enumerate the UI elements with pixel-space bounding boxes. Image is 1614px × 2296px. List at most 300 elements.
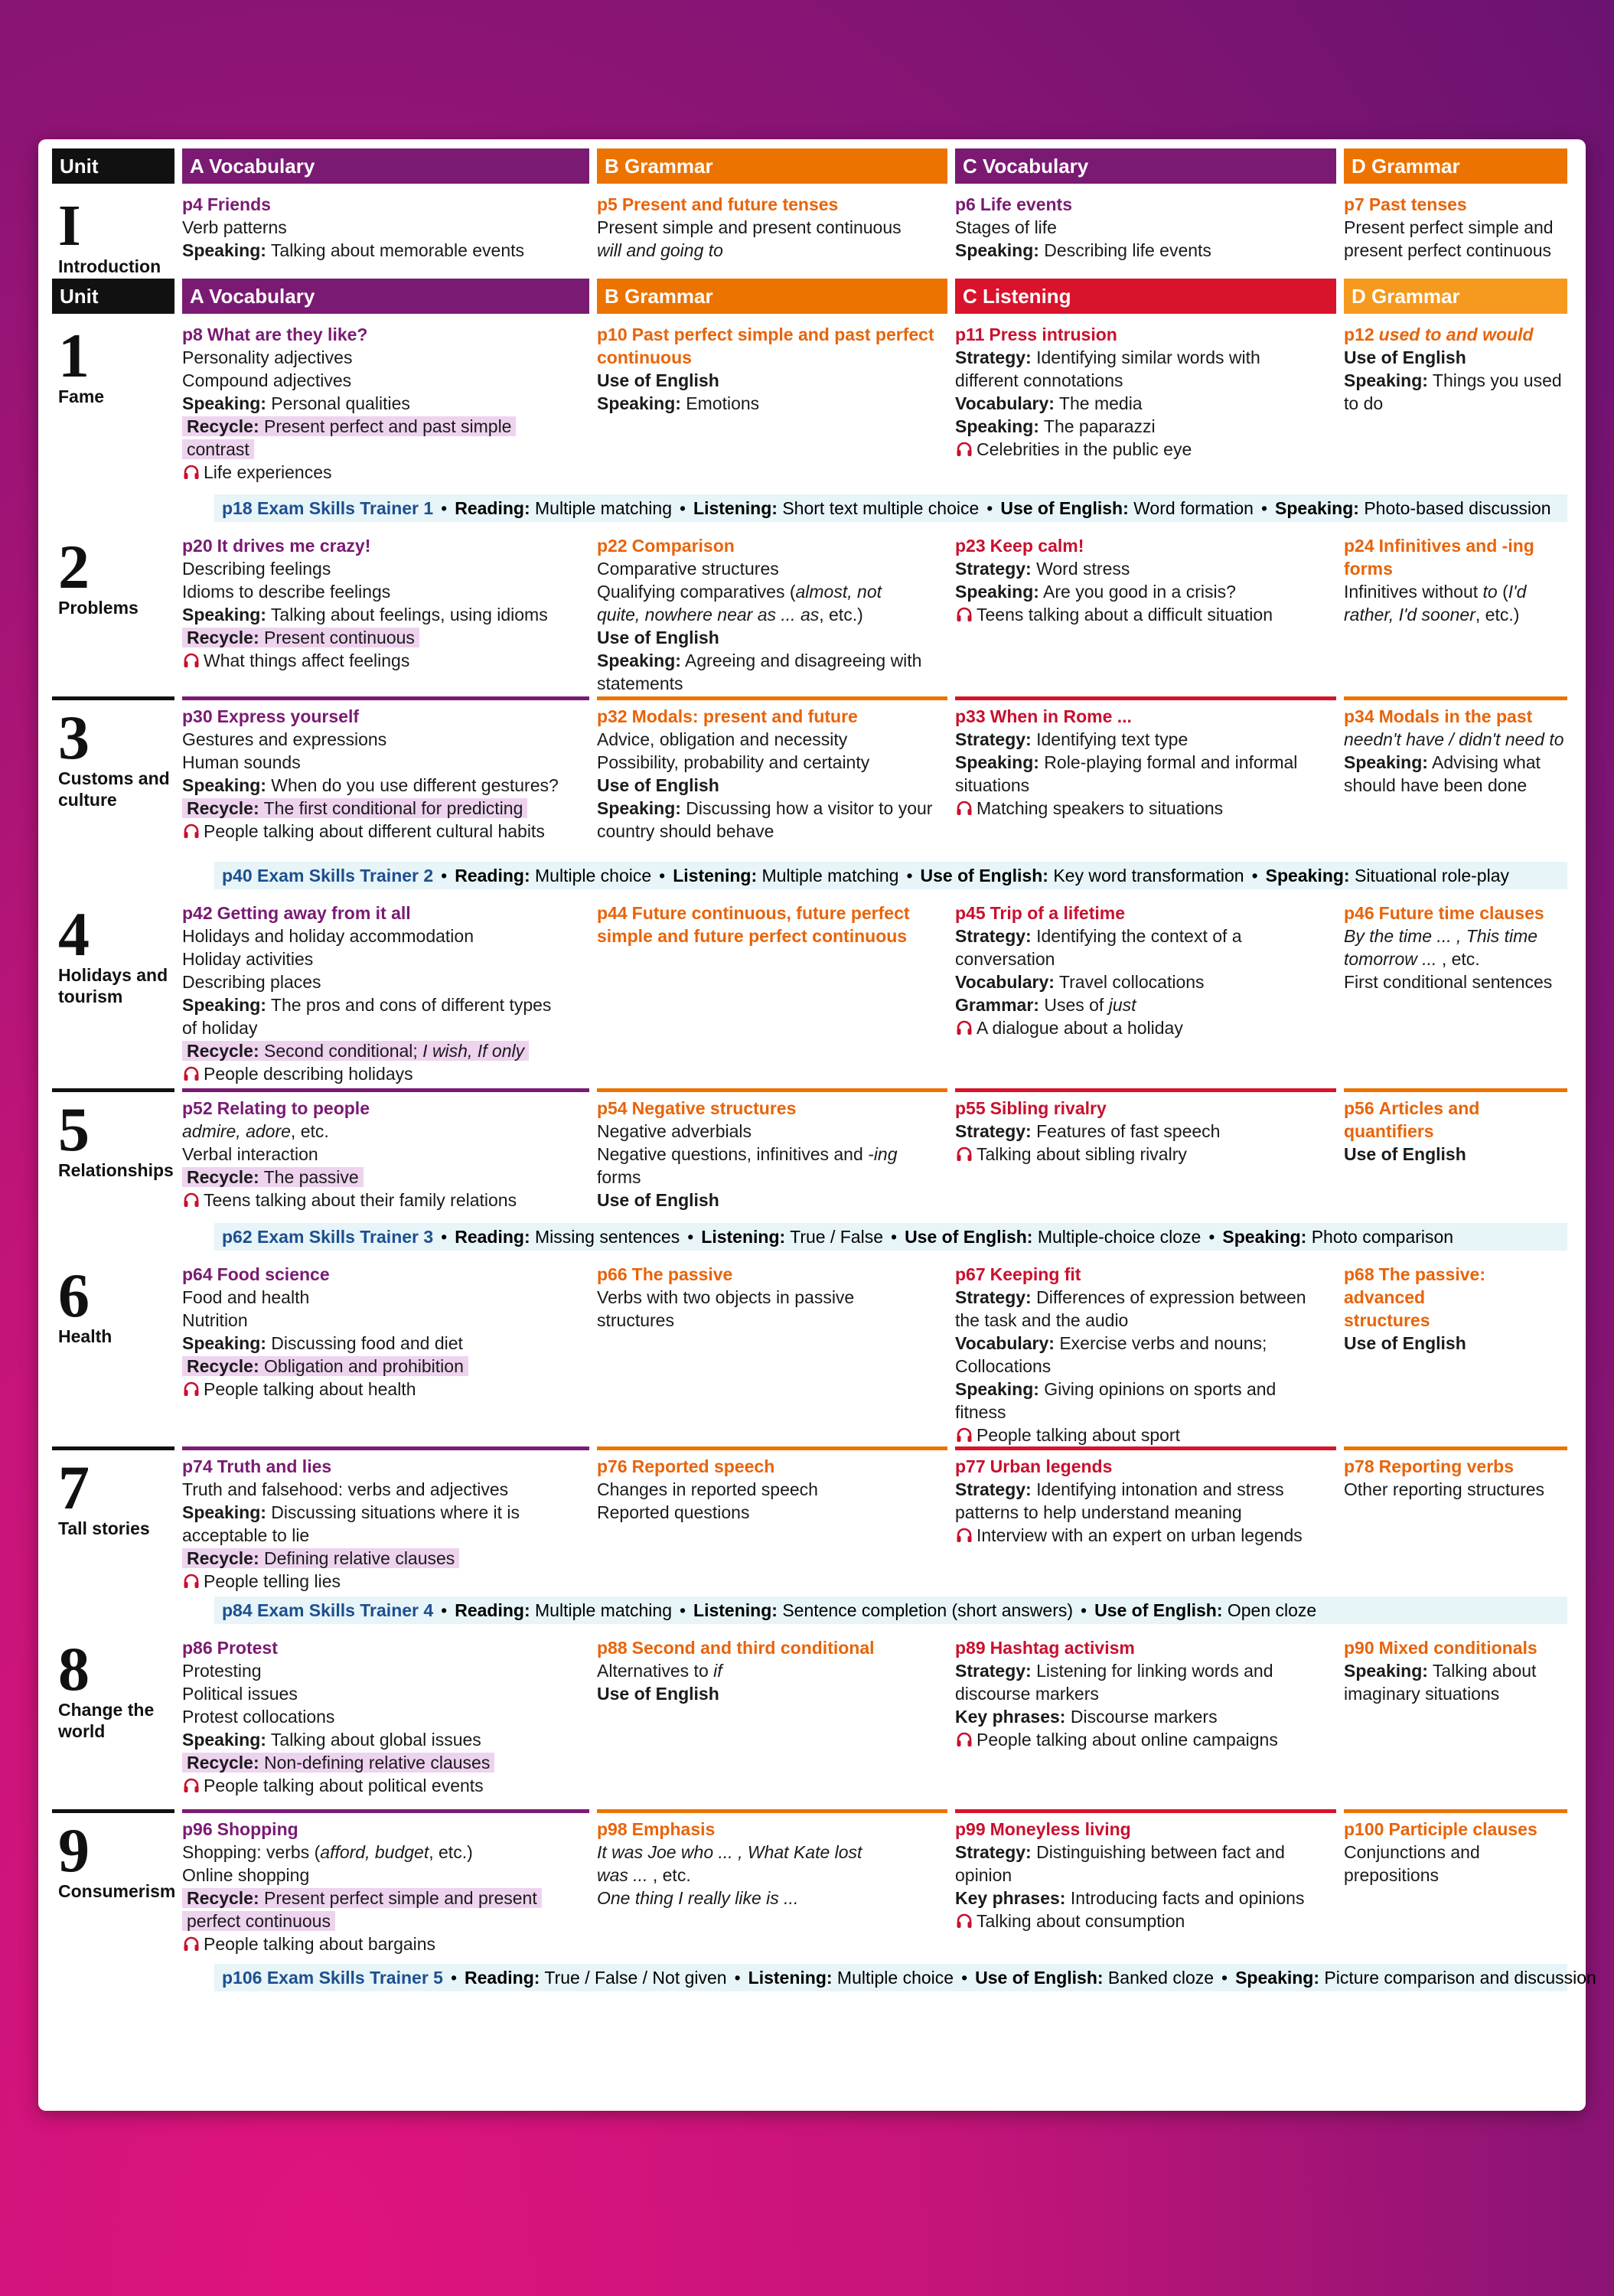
audio-line: People telling lies <box>204 1571 341 1591</box>
page-ref: p45 <box>955 903 986 923</box>
page-ref: p12 <box>1344 325 1374 344</box>
lesson-7d[interactable] <box>1344 1446 1567 1593</box>
trainer-title: Exam Skills Trainer 1 <box>257 498 434 518</box>
lesson-3b[interactable] <box>597 696 947 856</box>
lesson-italic: I'd <box>1508 582 1527 602</box>
lesson-line: Things you used <box>1427 370 1562 390</box>
page-ref: p77 <box>955 1456 986 1476</box>
recycle-key: Recycle: <box>187 1888 259 1908</box>
lesson-title: Modals in the past <box>1378 706 1533 726</box>
bullet: • <box>1081 1600 1087 1620</box>
recycle-key: Recycle: <box>187 1753 259 1773</box>
page-ref: p76 <box>597 1456 628 1476</box>
trainer-text: Photo comparison <box>1306 1227 1454 1247</box>
lesson-line: of holiday <box>182 1018 258 1038</box>
audio-line: People talking about political events <box>204 1776 484 1795</box>
lesson-line: The paparazzi <box>1039 416 1156 436</box>
bullet: • <box>441 1227 448 1247</box>
trainer-key: Speaking: <box>1222 1227 1307 1247</box>
lesson-line: conversation <box>955 949 1055 969</box>
trainer-text: Sentence completion (short answers) <box>777 1600 1074 1620</box>
lesson-line: Personal qualities <box>266 393 410 413</box>
trainer-key: Use of English: <box>905 1227 1033 1247</box>
lesson-title: forms <box>1344 559 1393 579</box>
page-ref: p64 <box>182 1264 213 1284</box>
unit-number: 8 <box>58 1634 90 1704</box>
lesson-8c[interactable] <box>955 1632 1336 1802</box>
lesson-intro-a[interactable] <box>182 188 589 277</box>
page-ref: p6 <box>955 194 976 214</box>
lesson-line: Truth and falsehood: verbs and adjectives <box>182 1479 509 1499</box>
lesson-title: Sibling rivalry <box>990 1098 1107 1118</box>
lesson-title: Food science <box>217 1264 330 1284</box>
bullet: • <box>450 1968 458 1988</box>
lesson-line: Personality adjectives <box>182 347 353 367</box>
lesson-key: Speaking: <box>182 393 266 413</box>
lesson-key: Speaking: <box>182 605 266 625</box>
lesson-line: Introducing facts and opinions <box>1065 1888 1305 1908</box>
lesson-line: Collocations <box>955 1356 1052 1376</box>
trainer-key: Listening: <box>693 498 778 518</box>
lesson-4b[interactable] <box>597 897 947 1085</box>
lesson-title: Future time clauses <box>1378 903 1544 923</box>
headphones-icon <box>955 799 973 817</box>
lesson-line: Are you good in a crisis? <box>1039 582 1236 602</box>
unit-row-7 <box>38 1442 1586 1593</box>
lesson-7b[interactable] <box>597 1446 947 1593</box>
unit-name: culture <box>58 790 117 810</box>
lesson-line: First conditional sentences <box>1344 972 1553 992</box>
lesson-5b[interactable] <box>597 1088 947 1217</box>
recycle-text: Present continuous <box>259 628 415 647</box>
lesson-intro-b[interactable] <box>597 188 947 277</box>
lesson-1a[interactable] <box>182 318 589 488</box>
lesson-line: Nutrition <box>182 1310 248 1330</box>
lesson-key: Speaking: <box>955 240 1039 260</box>
lesson-3d[interactable] <box>1344 696 1567 856</box>
trainer-text: Short text multiple choice <box>777 498 980 518</box>
lesson-line: , etc. <box>1441 949 1480 969</box>
page-ref: p33 <box>955 706 986 726</box>
page-ref: p100 <box>1344 1819 1384 1839</box>
lesson-1d[interactable] <box>1344 318 1567 488</box>
lesson-line: Identifying intonation and stress <box>1031 1479 1284 1499</box>
page-ref: p24 <box>1344 536 1374 556</box>
lesson-4d[interactable] <box>1344 897 1567 1085</box>
lesson-key: Strategy: <box>955 1479 1032 1499</box>
audio-line: Life experiences <box>204 462 332 482</box>
recycle-tag <box>182 1753 494 1773</box>
lesson-line: Word stress <box>1031 559 1130 579</box>
lesson-title: Truth and lies <box>217 1456 332 1476</box>
lesson-line: will and going to <box>597 240 723 260</box>
lesson-key: Strategy: <box>955 729 1032 749</box>
unit-number: 9 <box>58 1815 90 1885</box>
bullet: • <box>961 1968 968 1988</box>
lesson-6c[interactable] <box>955 1258 1336 1446</box>
lesson-line: Negative questions, infinitives and <box>597 1144 869 1164</box>
lesson-key: Speaking: <box>597 798 681 818</box>
lesson-line: country should behave <box>597 821 774 841</box>
headphones-icon <box>182 1380 201 1398</box>
recycle-text: The passive <box>259 1167 359 1187</box>
lesson-line: Comparative structures <box>597 559 779 579</box>
lesson-line: Identifying similar words with <box>1031 347 1260 367</box>
bullet: • <box>441 866 448 885</box>
unit-name: Health <box>58 1326 112 1346</box>
unit-name: tourism <box>58 987 123 1006</box>
recycle-key: Recycle: <box>187 1041 259 1061</box>
lesson-line: needn't have / didn't need to <box>1344 729 1564 749</box>
trainer-text: Situational role-play <box>1349 866 1509 885</box>
lesson-key: Speaking: <box>182 1502 266 1522</box>
lesson-line: It was Joe who ... , What Kate lost <box>597 1842 862 1862</box>
lesson-title: Friends <box>207 194 271 214</box>
headphones-icon <box>955 1526 973 1544</box>
lesson-line: Holiday activities <box>182 949 314 969</box>
lesson-6b[interactable] <box>597 1258 947 1446</box>
recycle-tag <box>182 1548 459 1568</box>
lesson-line: Use of English <box>1344 1333 1466 1353</box>
lesson-line: Discourse markers <box>1065 1707 1218 1727</box>
lesson-line: patterns to help understand meaning <box>955 1502 1242 1522</box>
headphones-icon <box>182 651 201 670</box>
unit-label <box>52 1809 174 1958</box>
bullet: • <box>1208 1227 1215 1247</box>
lesson-line: Online shopping <box>182 1865 310 1885</box>
lesson-8b[interactable] <box>597 1632 947 1802</box>
lesson-5d[interactable] <box>1344 1088 1567 1217</box>
trainer-key: Reading: <box>465 1968 540 1988</box>
headphones-icon <box>955 605 973 624</box>
header-row-main <box>38 279 1586 314</box>
audio-line: People talking about sport <box>977 1425 1180 1445</box>
unit-label <box>52 1446 174 1593</box>
lesson-2d[interactable] <box>1344 530 1567 695</box>
lesson-title: Future continuous, future perfect <box>631 903 910 923</box>
lesson-9d[interactable] <box>1344 1809 1567 1958</box>
page-ref: p99 <box>955 1819 986 1839</box>
lesson-3a[interactable] <box>182 696 589 856</box>
exam-trainer-2[interactable] <box>214 862 1567 889</box>
trainer-key: Listening: <box>693 1600 778 1620</box>
lesson-title: The passive <box>631 1264 733 1284</box>
page-ref: p98 <box>597 1819 628 1839</box>
trainer-key: Use of English: <box>1094 1600 1223 1620</box>
headphones-icon <box>182 1776 201 1795</box>
recycle-tag: contrast <box>182 439 254 459</box>
lesson-line: Food and health <box>182 1287 310 1307</box>
lesson-line: Describing feelings <box>182 559 331 579</box>
audio-line: People talking about health <box>204 1379 416 1399</box>
trainer-text: Key word transformation <box>1048 866 1244 885</box>
trainer-title: Exam Skills Trainer 4 <box>257 1600 434 1620</box>
lesson-line: Role-playing formal and informal <box>1039 752 1298 772</box>
page-ref: p84 <box>222 1600 253 1620</box>
trainer-key: Reading: <box>455 866 530 885</box>
unit-row-8 <box>38 1627 1586 1805</box>
unit-name: Consumerism <box>58 1881 176 1901</box>
lesson-line: Use of English <box>1344 347 1466 367</box>
lesson-title: Urban legends <box>990 1456 1113 1476</box>
lesson-4a[interactable] <box>182 897 589 1085</box>
headphones-icon <box>955 1912 973 1930</box>
lesson-line: Political issues <box>182 1684 298 1704</box>
lesson-line: Verb patterns <box>182 217 287 237</box>
lesson-line: Talking about feelings, using idioms <box>266 605 548 625</box>
lesson-key: Speaking: <box>955 416 1039 436</box>
recycle-text: Non-defining relative clauses <box>259 1753 491 1773</box>
headphones-icon <box>182 1191 201 1209</box>
trainer-title: Exam Skills Trainer 3 <box>257 1227 434 1247</box>
recycle-tag <box>182 1167 364 1187</box>
trainer-key: Use of English: <box>1000 498 1129 518</box>
headphones-icon <box>182 822 201 840</box>
recycle-text: Second conditional; <box>259 1041 423 1061</box>
headphones-icon <box>955 1019 973 1037</box>
lesson-line: When do you use different gestures? <box>266 775 559 795</box>
lesson-title: simple and future perfect continuous <box>597 926 908 946</box>
lesson-title: Keeping fit <box>990 1264 1081 1284</box>
trainer-title: Exam Skills Trainer 2 <box>257 866 434 885</box>
lesson-title: Relating to people <box>217 1098 370 1118</box>
lesson-title: Infinitives and -ing <box>1378 536 1534 556</box>
lesson-italic: just <box>1108 995 1136 1015</box>
unit-row-2 <box>38 525 1586 692</box>
trainer-title: Exam Skills Trainer 5 <box>266 1968 443 1988</box>
lesson-6a[interactable] <box>182 1258 589 1446</box>
bullet: • <box>441 1600 448 1620</box>
unit-number: 2 <box>58 532 90 602</box>
lesson-italic: afford, budget <box>320 1842 429 1862</box>
lesson-7a[interactable] <box>182 1446 589 1593</box>
bullet: • <box>441 498 448 518</box>
lesson-6d[interactable] <box>1344 1258 1567 1446</box>
lesson-line: Use of English <box>597 1190 719 1210</box>
lesson-title: Emphasis <box>631 1819 716 1839</box>
lesson-key: Key phrases: <box>955 1707 1066 1727</box>
page-ref: p4 <box>182 194 203 214</box>
lesson-line: Shopping: verbs ( <box>182 1842 321 1862</box>
page-ref: p88 <box>597 1638 628 1658</box>
lesson-title: Reported speech <box>631 1456 775 1476</box>
page-ref: p18 <box>222 498 253 518</box>
lesson-key: Strategy: <box>955 1287 1032 1307</box>
lesson-line: Present simple and present continuous <box>597 217 902 237</box>
unit-row-1 <box>38 314 1586 491</box>
lesson-line: Reported questions <box>597 1502 750 1522</box>
recycle-tag <box>182 1356 468 1376</box>
exam-trainer-4[interactable] <box>214 1596 1567 1624</box>
unit-row-5 <box>38 1084 1586 1220</box>
lesson-2c[interactable] <box>955 530 1336 695</box>
lesson-9a[interactable] <box>182 1809 589 1958</box>
lesson-intro-d[interactable] <box>1344 188 1567 277</box>
lesson-1c[interactable] <box>955 318 1336 488</box>
page-ref: p42 <box>182 903 213 923</box>
lesson-7c[interactable] <box>955 1446 1336 1593</box>
lesson-key: Vocabulary: <box>955 972 1055 992</box>
headphones-icon <box>955 1426 973 1444</box>
lesson-key: Key phrases: <box>955 1888 1066 1908</box>
lesson-line: Protesting <box>182 1661 262 1681</box>
header-col-c: C Listening <box>955 279 1336 314</box>
lesson-title: Comparison <box>631 536 735 556</box>
unit-name: Tall stories <box>58 1518 150 1538</box>
lesson-line: Use of English <box>1344 1144 1466 1164</box>
page-ref: p44 <box>597 903 628 923</box>
lesson-title: Life events <box>980 194 1072 214</box>
exam-trainer-5[interactable] <box>214 1964 1596 1991</box>
page-ref: p106 <box>222 1968 262 1988</box>
audio-line: Interview with an expert on urban legends <box>977 1525 1303 1545</box>
unit-label <box>52 318 174 488</box>
lesson-line: Advising what <box>1427 752 1541 772</box>
trainer-text: Photo-based discussion <box>1358 498 1551 518</box>
page-ref: p10 <box>597 325 628 344</box>
lesson-key: Grammar: <box>955 995 1039 1015</box>
unit-label <box>52 897 174 1085</box>
lesson-line: Changes in reported speech <box>597 1479 818 1499</box>
recycle-key: Recycle: <box>187 798 259 818</box>
headphones-icon <box>182 463 201 481</box>
audio-line: People talking about bargains <box>204 1934 436 1954</box>
page-ref: p7 <box>1344 194 1365 214</box>
lesson-line: Travel collocations <box>1054 972 1205 992</box>
unit-number: 5 <box>58 1094 90 1164</box>
recycle-key: Recycle: <box>187 1356 259 1376</box>
lesson-line: should have been done <box>1344 775 1528 795</box>
lesson-line: Discussing food and diet <box>266 1333 463 1353</box>
lesson-line: Listening for linking words and <box>1031 1661 1273 1681</box>
lesson-line: discourse markers <box>955 1684 1099 1704</box>
trainer-text: Multiple matching <box>530 498 672 518</box>
lesson-2b[interactable] <box>597 530 947 695</box>
lesson-key: Speaking: <box>1344 1661 1428 1681</box>
recycle-italic: I wish, If only <box>422 1041 525 1061</box>
audio-line: People talking about online campaigns <box>977 1730 1278 1750</box>
lesson-key: Speaking: <box>182 240 266 260</box>
exam-trainer-3[interactable] <box>214 1223 1567 1251</box>
header-col-d: D Grammar <box>1344 148 1567 184</box>
headphones-icon <box>182 1572 201 1590</box>
lesson-line: Present perfect simple and <box>1344 217 1554 237</box>
unit-label <box>52 1632 174 1802</box>
page-ref: p62 <box>222 1227 253 1247</box>
lesson-title: Modals: present and future <box>631 706 858 726</box>
recycle-key: Recycle: <box>187 628 259 647</box>
lesson-title: Shopping <box>217 1819 298 1839</box>
lesson-key: Speaking: <box>955 582 1039 602</box>
lesson-8d[interactable] <box>1344 1632 1567 1802</box>
lesson-line: prepositions <box>1344 1865 1440 1885</box>
lesson-line: structures <box>597 1310 674 1330</box>
lesson-line: acceptable to lie <box>182 1525 310 1545</box>
lesson-key: Speaking: <box>182 995 266 1015</box>
lesson-line: Describing places <box>182 972 321 992</box>
page-ref: p56 <box>1344 1098 1374 1118</box>
page-ref: p66 <box>597 1264 628 1284</box>
lesson-line: Giving opinions on sports and <box>1039 1379 1277 1399</box>
lesson-line: Stages of life <box>955 217 1057 237</box>
lesson-3c[interactable] <box>955 696 1336 856</box>
lesson-5a[interactable] <box>182 1088 589 1217</box>
lesson-line: Features of fast speech <box>1031 1121 1221 1141</box>
header-col-d: D Grammar <box>1344 279 1567 314</box>
lesson-key: Strategy: <box>955 926 1032 946</box>
lesson-line: Use of English <box>597 370 719 390</box>
trainer-key: Reading: <box>455 1227 530 1247</box>
unit-name: Problems <box>58 598 139 618</box>
lesson-line: Possibility, probability and certainty <box>597 752 870 772</box>
lesson-line: By the time ... , This time <box>1344 926 1538 946</box>
lesson-line: Talking about global issues <box>266 1730 481 1750</box>
lesson-line: Verbs with two objects in passive <box>597 1287 855 1307</box>
exam-trainer-1[interactable] <box>214 494 1567 522</box>
unit-row-6 <box>38 1254 1586 1445</box>
lesson-9c[interactable] <box>955 1809 1336 1958</box>
bullet: • <box>986 498 993 518</box>
bullet: • <box>1260 498 1268 518</box>
lesson-line: Identifying the context of a <box>1031 926 1242 946</box>
unit-number: 7 <box>58 1453 90 1522</box>
recycle-tag <box>182 628 419 647</box>
recycle-tag <box>182 416 516 436</box>
lesson-title: Mixed conditionals <box>1378 1638 1537 1658</box>
lesson-key: Vocabulary: <box>955 393 1055 413</box>
lesson-line: Idioms to describe feelings <box>182 582 391 602</box>
unit-number: 3 <box>58 703 90 772</box>
headphones-icon <box>182 1065 201 1083</box>
lesson-8a[interactable] <box>182 1632 589 1802</box>
lesson-line: Negative adverbials <box>597 1121 752 1141</box>
lesson-line: Agreeing and disagreeing with <box>680 651 922 670</box>
trainer-key: Reading: <box>455 1600 530 1620</box>
lesson-line: , etc.) <box>1475 605 1520 625</box>
unit-row-3 <box>38 692 1586 859</box>
lesson-line: Verbal interaction <box>182 1144 318 1164</box>
page-ref: p11 <box>955 325 985 344</box>
lesson-9b[interactable] <box>597 1809 947 1958</box>
page-ref: p46 <box>1344 903 1374 923</box>
lesson-4c[interactable] <box>955 897 1336 1085</box>
page-ref: p23 <box>955 536 986 556</box>
page-ref: p22 <box>597 536 628 556</box>
lesson-5c[interactable] <box>955 1088 1336 1217</box>
lesson-line: Alternatives to <box>597 1661 714 1681</box>
unit-name: Change the <box>58 1700 155 1720</box>
lesson-line: Emotions <box>680 393 760 413</box>
lesson-title: The passive: advanced <box>1344 1264 1485 1307</box>
trainer-key: Speaking: <box>1235 1968 1320 1988</box>
lesson-title: continuous <box>597 347 692 367</box>
lesson-italic: tomorrow ... <box>1344 949 1442 969</box>
unit-label <box>52 1258 174 1446</box>
lesson-title: Past perfect simple and past perfect <box>631 325 934 344</box>
lesson-line: Qualifying comparatives ( <box>597 582 796 602</box>
page-ref: p54 <box>597 1098 628 1118</box>
lesson-title: What are they like? <box>207 325 368 344</box>
lesson-italic: was ... <box>597 1865 653 1885</box>
lesson-key: Speaking: <box>1344 752 1428 772</box>
page-ref: p96 <box>182 1819 213 1839</box>
lesson-italic: if <box>713 1661 722 1681</box>
lesson-2a[interactable] <box>182 530 589 695</box>
lesson-intro-c[interactable] <box>955 188 1336 277</box>
bullet: • <box>659 866 666 885</box>
lesson-key: Speaking: <box>182 775 266 795</box>
lesson-1b[interactable] <box>597 318 947 488</box>
